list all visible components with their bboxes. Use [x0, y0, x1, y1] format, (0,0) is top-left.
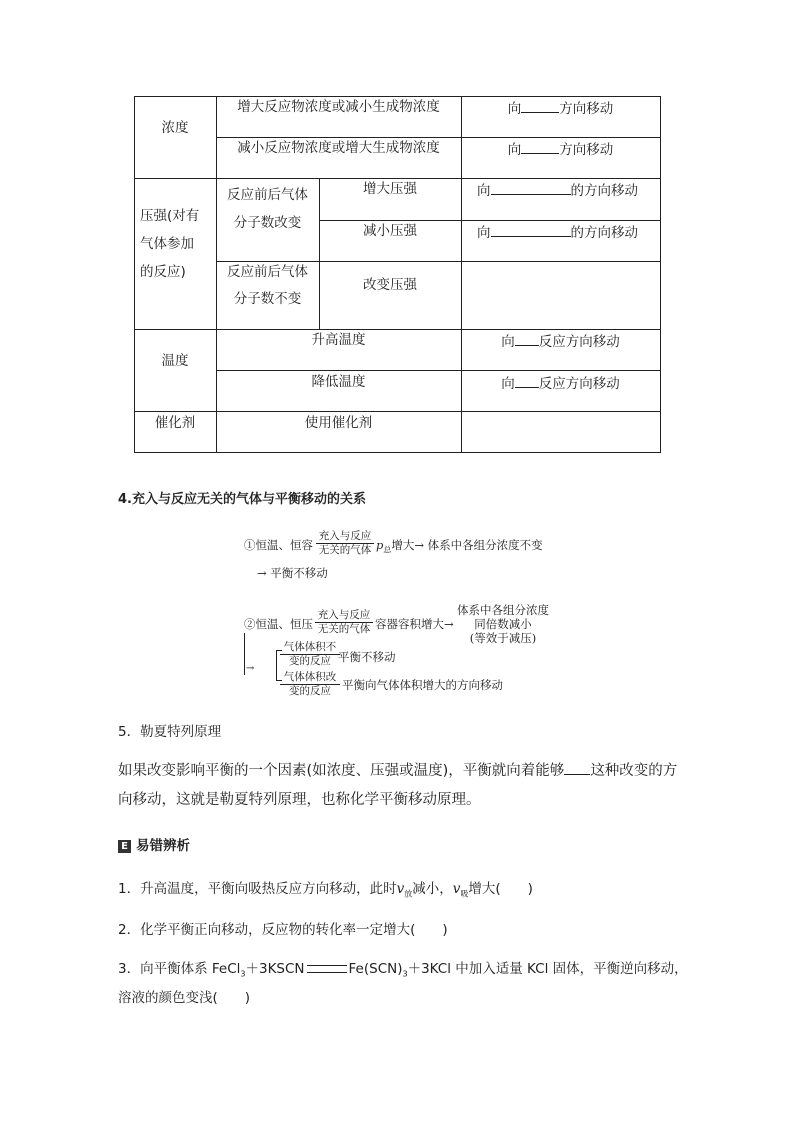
temp-lower: 降低温度	[311, 374, 366, 390]
pressure-dec-result: 向 的方向移动	[477, 222, 638, 242]
question-1: 1．升高温度，平衡向吸热反应方向移动，此时$v_放$减小，$v_吸$增大( )	[118, 881, 533, 899]
d1-arrow-label: 充入与反应 无关的气体	[316, 530, 374, 557]
pressure-change: 改变压强	[363, 277, 417, 293]
factor-pressure-3: 的反应)	[140, 264, 186, 280]
temp-raise: 升高温度	[311, 332, 366, 348]
factor-pressure-2: 气体参加	[140, 236, 194, 252]
question-3-line2: 溶液的颜色变浅( )	[118, 990, 251, 1006]
conc-result-2: 向 方向移动	[461, 139, 660, 159]
d1-pressure: $p_总$增大→ 体系中各组分浓度不变	[376, 538, 543, 555]
pressure-increase: 增大压强	[363, 181, 417, 197]
pressure-decrease: 减小压强	[363, 223, 417, 239]
d1-line2: → 平衡不移动	[257, 566, 328, 580]
d2-branch1: 气体体积不 变的反应	[280, 641, 340, 668]
d2-branch2-result: 平衡向气体体积增大的方向移动	[342, 678, 503, 692]
section4-heading: 4.充入与反应无关的气体与平衡移动的关系	[118, 492, 366, 507]
question-2: 2．化学平衡正向移动，反应物的转化率一定增大( )	[118, 922, 448, 938]
temp-lower-result: 向 反应方向移动	[461, 373, 660, 393]
section5-heading: 5．勒夏特列原理	[118, 724, 222, 740]
factor-temperature: 温度	[161, 353, 189, 369]
temp-raise-result: 向 反应方向移动	[461, 331, 660, 351]
d2-branch1-result: 平衡不移动	[338, 650, 396, 664]
error-badge-icon: E	[118, 840, 131, 853]
errors-title: 易错辨析	[136, 838, 190, 854]
catalyst-use: 使用催化剂	[304, 415, 373, 431]
factor-pressure-1: 压强(对有	[140, 208, 200, 224]
factor-concentration: 浓度	[161, 120, 189, 136]
d1-label: ①恒温、恒容	[244, 538, 313, 552]
d2-label: ②恒温、恒压	[244, 617, 313, 631]
d2-arrow-right: →	[246, 663, 255, 674]
equilibrium-arrow-icon	[307, 965, 347, 973]
cond-changes-1: 反应前后气体	[227, 187, 308, 203]
cond-changes-2: 分子数改变	[233, 215, 302, 231]
d2-result: 体系中各组分浓度 同倍数减小 (等效于减压)	[457, 603, 549, 645]
question-3: 3．向平衡体系 FeCl$_3$＋3KSCN $Fe(SCN)_3+3KCl$ 中加入适量 KCl 固体，平衡逆向移动，	[118, 961, 688, 979]
factor-catalyst: 催化剂	[154, 415, 196, 431]
cond-same-1: 反应前后气体	[227, 264, 308, 280]
d2-arrow-label: 充入与反应 无关的气体	[315, 609, 373, 636]
d2-branch2: 气体体积改 变的反应	[280, 671, 340, 698]
pressure-inc-result: 向 的方向移动	[477, 180, 638, 200]
conc-increase-text: 增大反应物浓度或减小生成物浓度	[237, 99, 440, 115]
section5-paragraph: 如果改变影响平衡的一个因素(如浓度、压强或温度)，平衡就向着能够 这种改变的方向移动，这就是勒夏特列原理，也称化学平衡移动原理。	[118, 757, 678, 815]
conc-decrease-text: 减小反应物浓度或增大生成物浓度	[237, 140, 440, 156]
cond-same-2: 分子数不变	[233, 291, 302, 307]
conc-result-1: 向 方向移动	[461, 98, 660, 118]
d2-step: 容器容积增大→	[375, 617, 454, 631]
